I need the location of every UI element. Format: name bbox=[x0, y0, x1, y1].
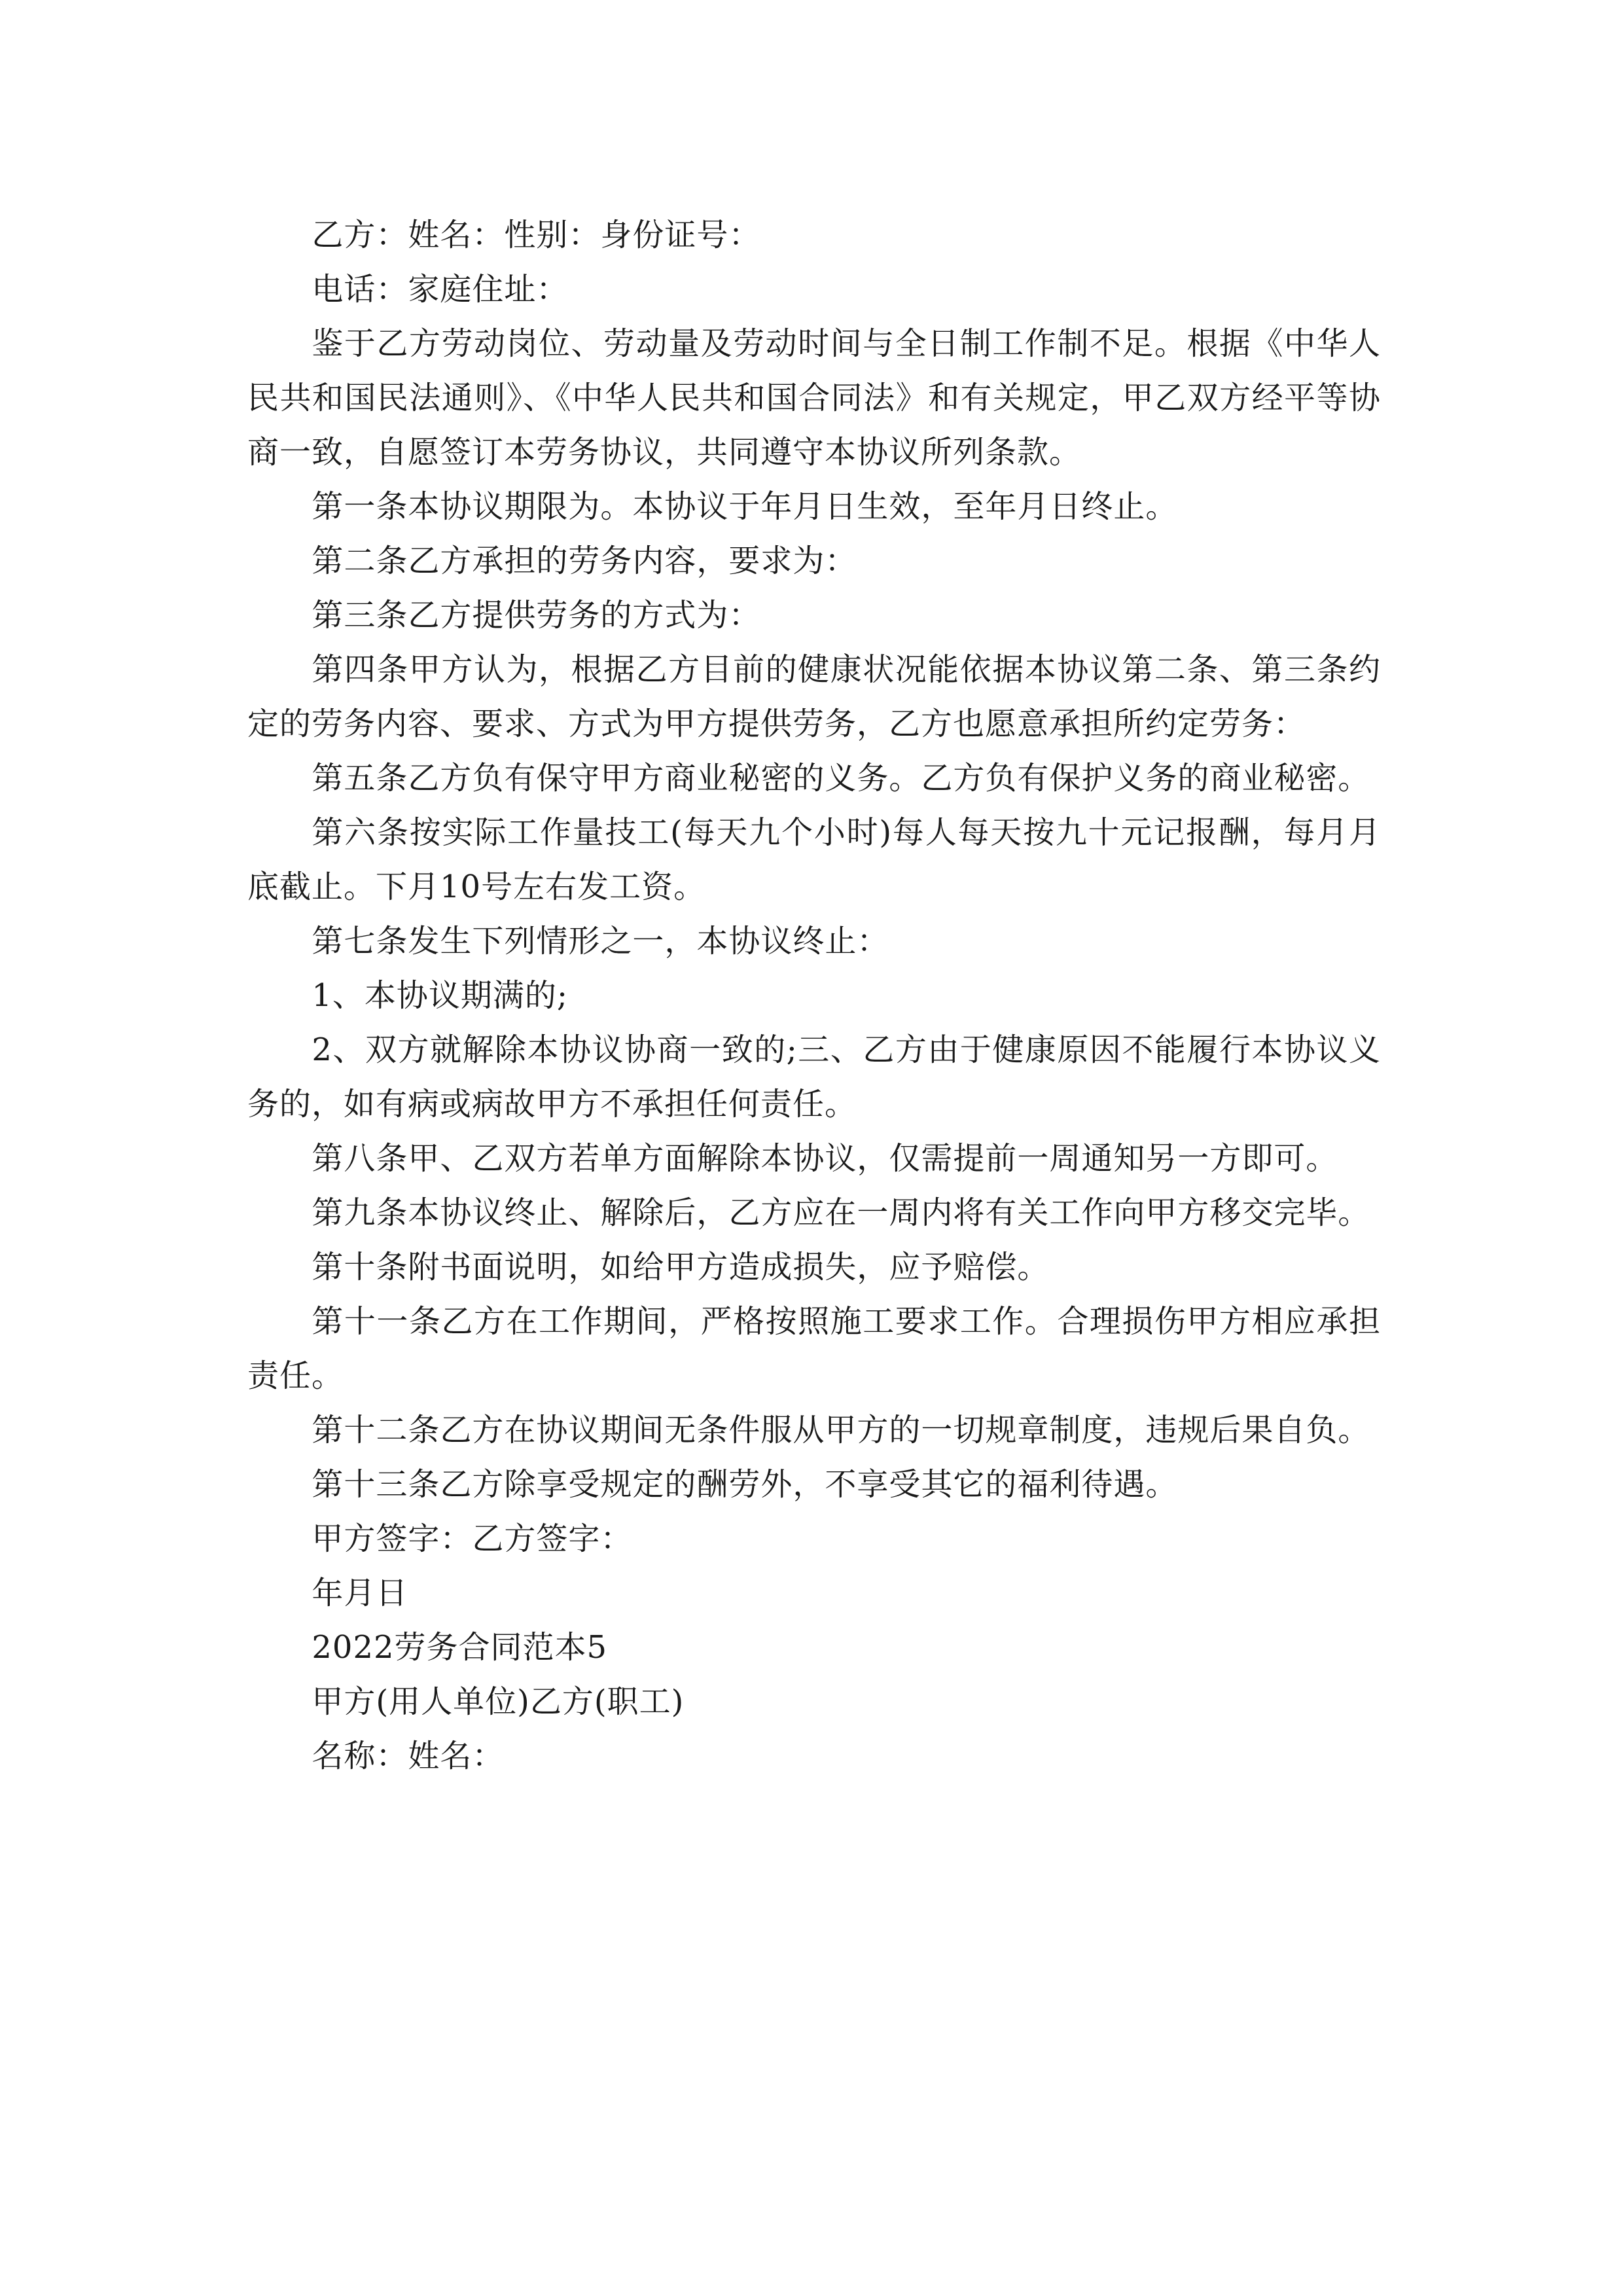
paragraph-article-8: 第八条甲、乙双方若单方面解除本协议，仅需提前一周通知另一方即可。 bbox=[312, 1140, 1338, 1177]
paragraph-article-11: 第十一条乙方在工作期间，严格按照施工要求工作。合理损伤甲方相应承担责任。 bbox=[247, 1303, 1381, 1394]
paragraph-signatures: 甲方签字：乙方签字： bbox=[312, 1520, 633, 1557]
paragraph-article-7-item-1: 1、本协议期满的; bbox=[312, 977, 569, 1014]
paragraph-phone-address: 电话：家庭住址： bbox=[312, 271, 569, 308]
paragraph-preamble: 鉴于乙方劳动岗位、劳动量及劳动时间与全日制工作制不足。根据《中华人民共和国民法通则》、《中华人民共和国合同法》和有关规定，甲乙双方经平等协商一致，自愿签订本劳务协议，共同遵守本协议所列条款。 bbox=[247, 325, 1381, 471]
paragraph-date: 年月日 bbox=[312, 1575, 408, 1611]
paragraph-article-13: 第十三条乙方除享受规定的酬劳外，不享受其它的福利待遇。 bbox=[312, 1466, 1178, 1503]
paragraph-parties: 甲方(用人单位)乙方(职工) bbox=[312, 1683, 685, 1720]
paragraph-party-b-info: 乙方：姓名：性别：身份证号： bbox=[312, 217, 761, 253]
paragraph-article-12: 第十二条乙方在协议期间无条件服从甲方的一切规章制度，违规后果自负。 bbox=[312, 1412, 1370, 1448]
paragraph-article-2: 第二条乙方承担的劳务内容，要求为： bbox=[312, 543, 857, 579]
document-body bbox=[247, 208, 1381, 1784]
paragraph-article-9: 第九条本协议终止、解除后，乙方应在一周内将有关工作向甲方移交完毕。 bbox=[312, 1194, 1370, 1231]
paragraph-article-3: 第三条乙方提供劳务的方式为： bbox=[312, 597, 761, 634]
paragraph-article-6: 第六条按实际工作量技工(每天九个小时)每人每天按九十元记报酬，每月月底截止。下月10号左右发工资。 bbox=[247, 814, 1381, 905]
paragraph-article-10: 第十条附书面说明，如给甲方造成损失，应予赔偿。 bbox=[312, 1249, 1050, 1285]
paragraph-article-5: 第五条乙方负有保守甲方商业秘密的义务。乙方负有保护义务的商业秘密。 bbox=[312, 760, 1370, 797]
paragraph-article-1: 第一条本协议期限为。本协议于年月日生效，至年月日终止。 bbox=[312, 488, 1178, 525]
paragraph-template-title: 2022劳务合同范本5 bbox=[312, 1629, 608, 1666]
paragraph-article-7-item-2: 2、双方就解除本协议协商一致的;三、乙方由于健康原因不能履行本协议义务的，如有病或病故甲方不承担任何责任。 bbox=[247, 1031, 1381, 1122]
paragraph-name-fields: 名称：姓名： bbox=[312, 1738, 505, 1774]
paragraph-article-4: 第四条甲方认为，根据乙方目前的健康状况能依据本协议第二条、第三条约定的劳务内容、要求、方式为甲方提供劳务，乙方也愿意承担所约定劳务： bbox=[247, 651, 1381, 742]
paragraph-article-7: 第七条发生下列情形之一，本协议终止： bbox=[312, 923, 889, 960]
